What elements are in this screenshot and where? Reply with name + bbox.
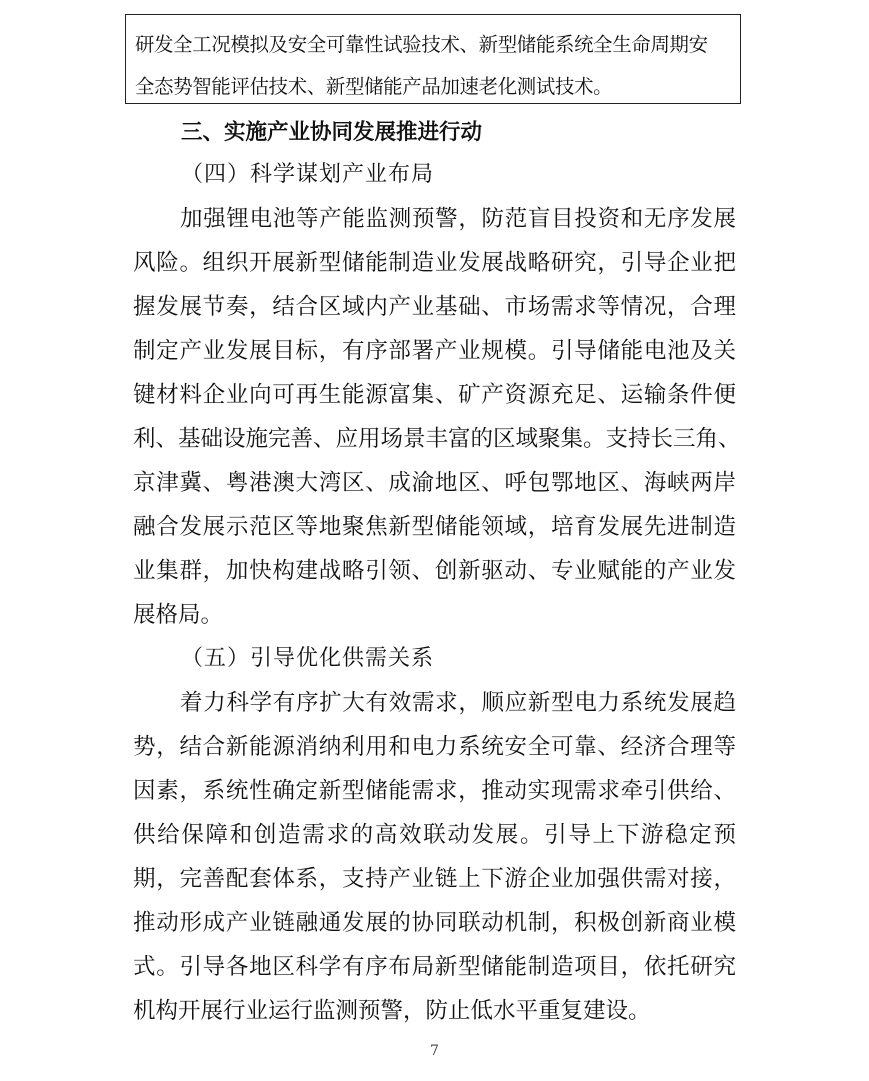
subsection-title: （五）引导优化供需关系 xyxy=(181,646,435,671)
paragraph-line: 利、基础设施完善、应用场景丰富的区域聚集。支持长三角、 xyxy=(133,426,741,452)
page-number: 7 xyxy=(430,1043,439,1059)
paragraph-line: 握发展节奏，结合区域内产业基础、市场需求等情况，合理 xyxy=(133,294,736,320)
paragraph-line: 着力科学有序扩大有效需求，顺应新型电力系统发展趋 xyxy=(180,690,736,716)
paragraph-line: 势，结合新能源消纳利用和电力系统安全可靠、经济合理等 xyxy=(133,734,736,760)
paragraph-line: 展格局。 xyxy=(133,602,224,628)
paragraph-line: 机构开展行业运行监测预警，防止低水平重复建设。 xyxy=(133,998,651,1024)
paragraph-line: 京津冀、粤港澳大湾区、成渝地区、呼包鄂地区、海峡两岸 xyxy=(133,470,736,496)
boxed-text xyxy=(125,14,741,104)
paragraph-line: 制定产业发展目标，有序部署产业规模。引导储能电池及关 xyxy=(133,338,736,364)
paragraph-line: 风险。组织开展新型储能制造业发展战略研究，引导企业把 xyxy=(133,250,736,276)
paragraph-line: 期，完善配套体系，支持产业链上下游企业加强供需对接， xyxy=(133,866,736,892)
paragraph-line: 推动形成产业链融通发展的协同联动机制，积极创新商业模 xyxy=(133,910,736,936)
boxed-text-line: 研发全工况模拟及安全可靠性试验技术、新型储能系统全生命周期安 xyxy=(135,33,708,56)
paragraph-line: 供给保障和创造需求的高效联动发展。引导上下游稳定预 xyxy=(133,822,736,848)
paragraph-line: 式。引导各地区科学有序布局新型储能制造项目，依托研究 xyxy=(133,954,736,980)
paragraph-line: 因素，系统性确定新型储能需求，推动实现需求牵引供给、 xyxy=(133,778,736,804)
subsection-title: （四）科学谋划产业布局 xyxy=(181,162,435,187)
section-heading: 三、实施产业协同发展推进行动 xyxy=(181,120,483,145)
paragraph-line: 业集群，加快构建战略引领、创新驱动、专业赋能的产业发 xyxy=(133,558,736,584)
paragraph-line: 融合发展示范区等地聚焦新型储能领域，培育发展先进制造 xyxy=(133,514,736,540)
boxed-text-line: 全态势智能评估技术、新型储能产品加速老化测试技术。 xyxy=(135,75,613,98)
paragraph-line: 加强锂电池等产能监测预警，防范盲目投资和无序发展 xyxy=(180,206,736,232)
paragraph-line: 键材料企业向可再生能源富集、矿产资源充足、运输条件便 xyxy=(133,382,736,408)
